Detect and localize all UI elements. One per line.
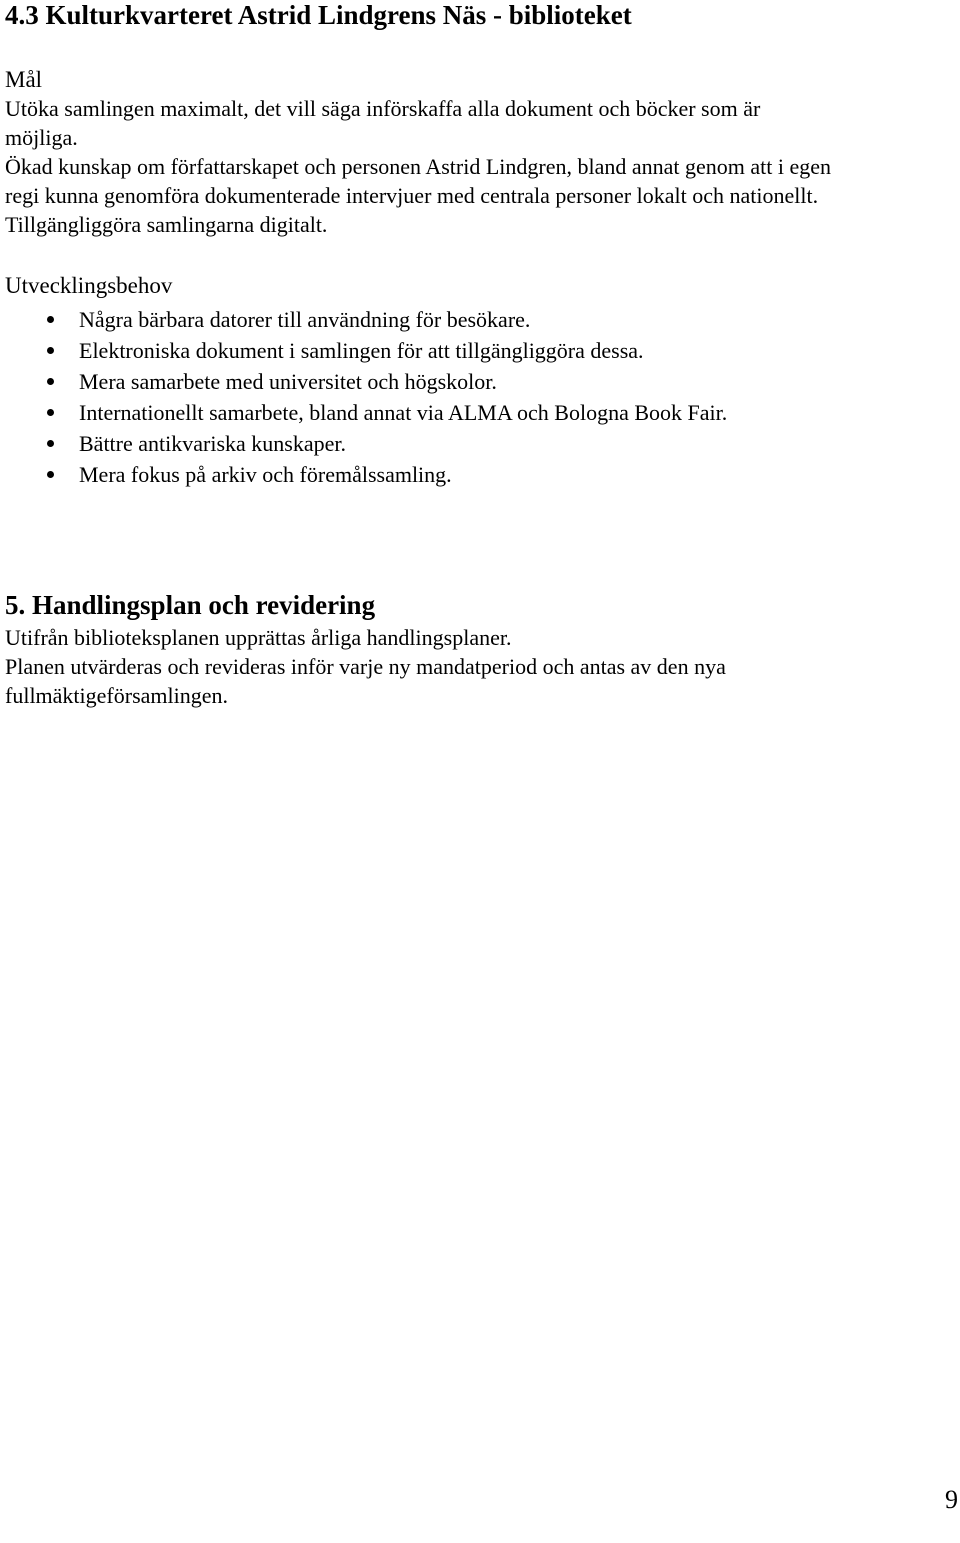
list-item-text: Mera fokus på arkiv och föremålssamling.	[79, 462, 452, 487]
list-item-text: Några bärbara datorer till användning för besökare.	[79, 307, 531, 332]
list-item-text: Mera samarbete med universitet och högskolor.	[79, 369, 497, 394]
goal-paragraph	[5, 94, 831, 239]
paragraph-line: Utifrån biblioteksplanen upprättas årliga handlingsplaner.	[5, 625, 512, 650]
list-item	[5, 304, 727, 335]
goal-line: Tillgängliggöra samlingarna digitalt.	[5, 212, 328, 237]
page-number: 9	[945, 1485, 958, 1514]
bullet-icon	[47, 440, 54, 447]
goal-line: möjliga.	[5, 125, 78, 150]
goal-heading: Mål	[5, 67, 43, 92]
list-item	[5, 335, 727, 366]
goal-line: regi kunna genomföra dokumenterade intervjuer med centrala personer lokalt och nationellt.	[5, 183, 819, 208]
list-item-text: Bättre antikvariska kunskaper.	[79, 431, 346, 456]
list-item-text: Elektroniska dokument i samlingen för att tillgängliggöra dessa.	[79, 338, 644, 363]
list-item	[5, 397, 727, 428]
bullet-icon	[47, 378, 54, 385]
goal-line: Ökad kunskap om författarskapet och personen Astrid Lindgren, bland annat genom att i egen	[5, 154, 831, 179]
paragraph-line: Planen utvärderas och revideras inför varje ny mandatperiod och antas av den nya	[5, 654, 726, 679]
needs-list	[5, 304, 727, 490]
needs-heading: Utvecklingsbehov	[5, 273, 173, 298]
section-heading-5: 5. Handlingsplan och revidering	[5, 590, 376, 620]
paragraph-line: fullmäktigeförsamlingen.	[5, 683, 228, 708]
goal-line: Utöka samlingen maximalt, det vill säga införskaffa alla dokument och böcker som är	[5, 96, 761, 121]
list-item	[5, 428, 727, 459]
section-heading-4-3: 4.3 Kulturkvarteret Astrid Lindgrens Näs - biblioteket	[5, 0, 632, 30]
section-5-paragraph	[5, 623, 726, 710]
bullet-icon	[47, 471, 54, 478]
bullet-icon	[47, 409, 54, 416]
bullet-icon	[47, 316, 54, 323]
bullet-icon	[47, 347, 54, 354]
list-item-text: Internationellt samarbete, bland annat via ALMA och Bologna Book Fair.	[79, 400, 728, 425]
list-item	[5, 366, 727, 397]
list-item	[5, 459, 727, 490]
